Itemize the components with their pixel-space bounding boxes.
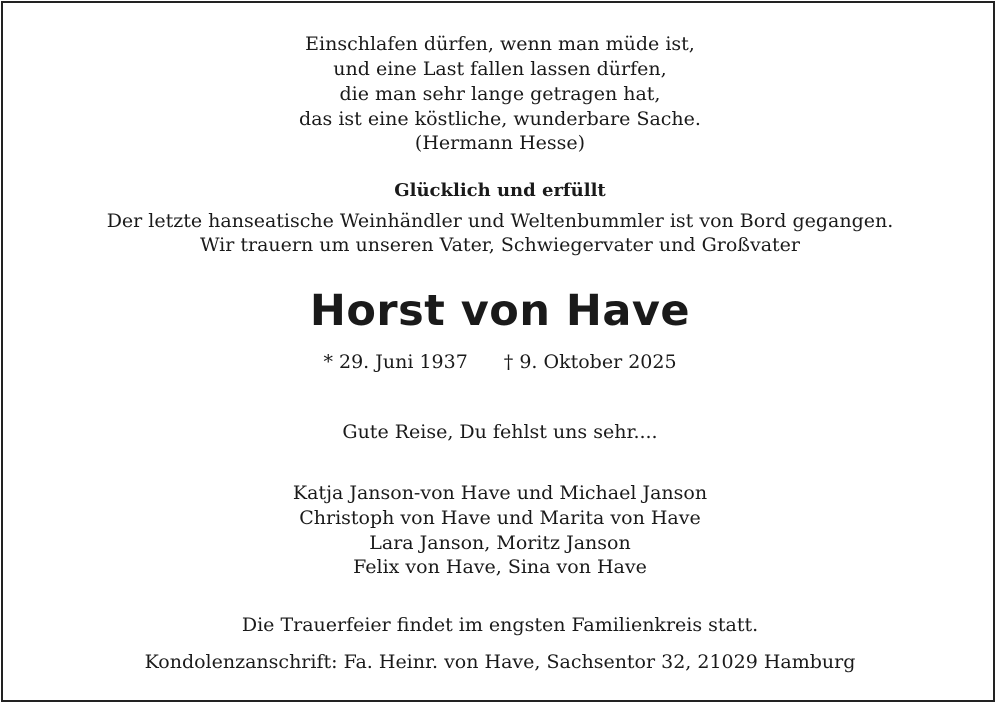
funeral-note: Die Trauerfeier findet im engsten Familienkreis statt. — [241, 614, 759, 636]
condolence-address: Kondolenzanschrift: Fa. Heinr. von Have, Sachsentor 32, 21029 Hamburg — [144, 651, 856, 673]
farewell-line: Gute Reise, Du fehlst uns sehr.... — [342, 421, 658, 443]
death-date: † 9. Oktober 2025 — [503, 351, 677, 373]
birth-date: * 29. Juni 1937 — [323, 351, 468, 373]
deceased-name: Horst von Have — [309, 286, 691, 336]
intro-line: Wir trauern um unseren Vater, Schwiegervater und Großvater — [199, 234, 801, 256]
poem-line: Einschlafen dürfen, wenn man müde ist, — [305, 33, 695, 55]
poem-line: das ist eine köstliche, wunderbare Sache. — [299, 108, 701, 130]
mourner-line: Katja Janson-von Have und Michael Janson — [292, 482, 708, 504]
intro-heading: Glücklich und erfüllt — [394, 180, 606, 201]
mourner-line: Christoph von Have und Marita von Have — [299, 507, 701, 529]
mourner-line: Lara Janson, Moritz Janson — [369, 532, 631, 554]
poem-attribution: (Hermann Hesse) — [414, 132, 586, 154]
mourner-line: Felix von Have, Sina von Have — [353, 556, 647, 578]
poem-line: die man sehr lange getragen hat, — [339, 83, 661, 105]
poem-line: und eine Last fallen lassen dürfen, — [333, 58, 667, 80]
intro-line: Der letzte hanseatische Weinhändler und Weltenbummler ist von Bord gegangen. — [106, 210, 894, 232]
life-dates — [0, 350, 1000, 375]
